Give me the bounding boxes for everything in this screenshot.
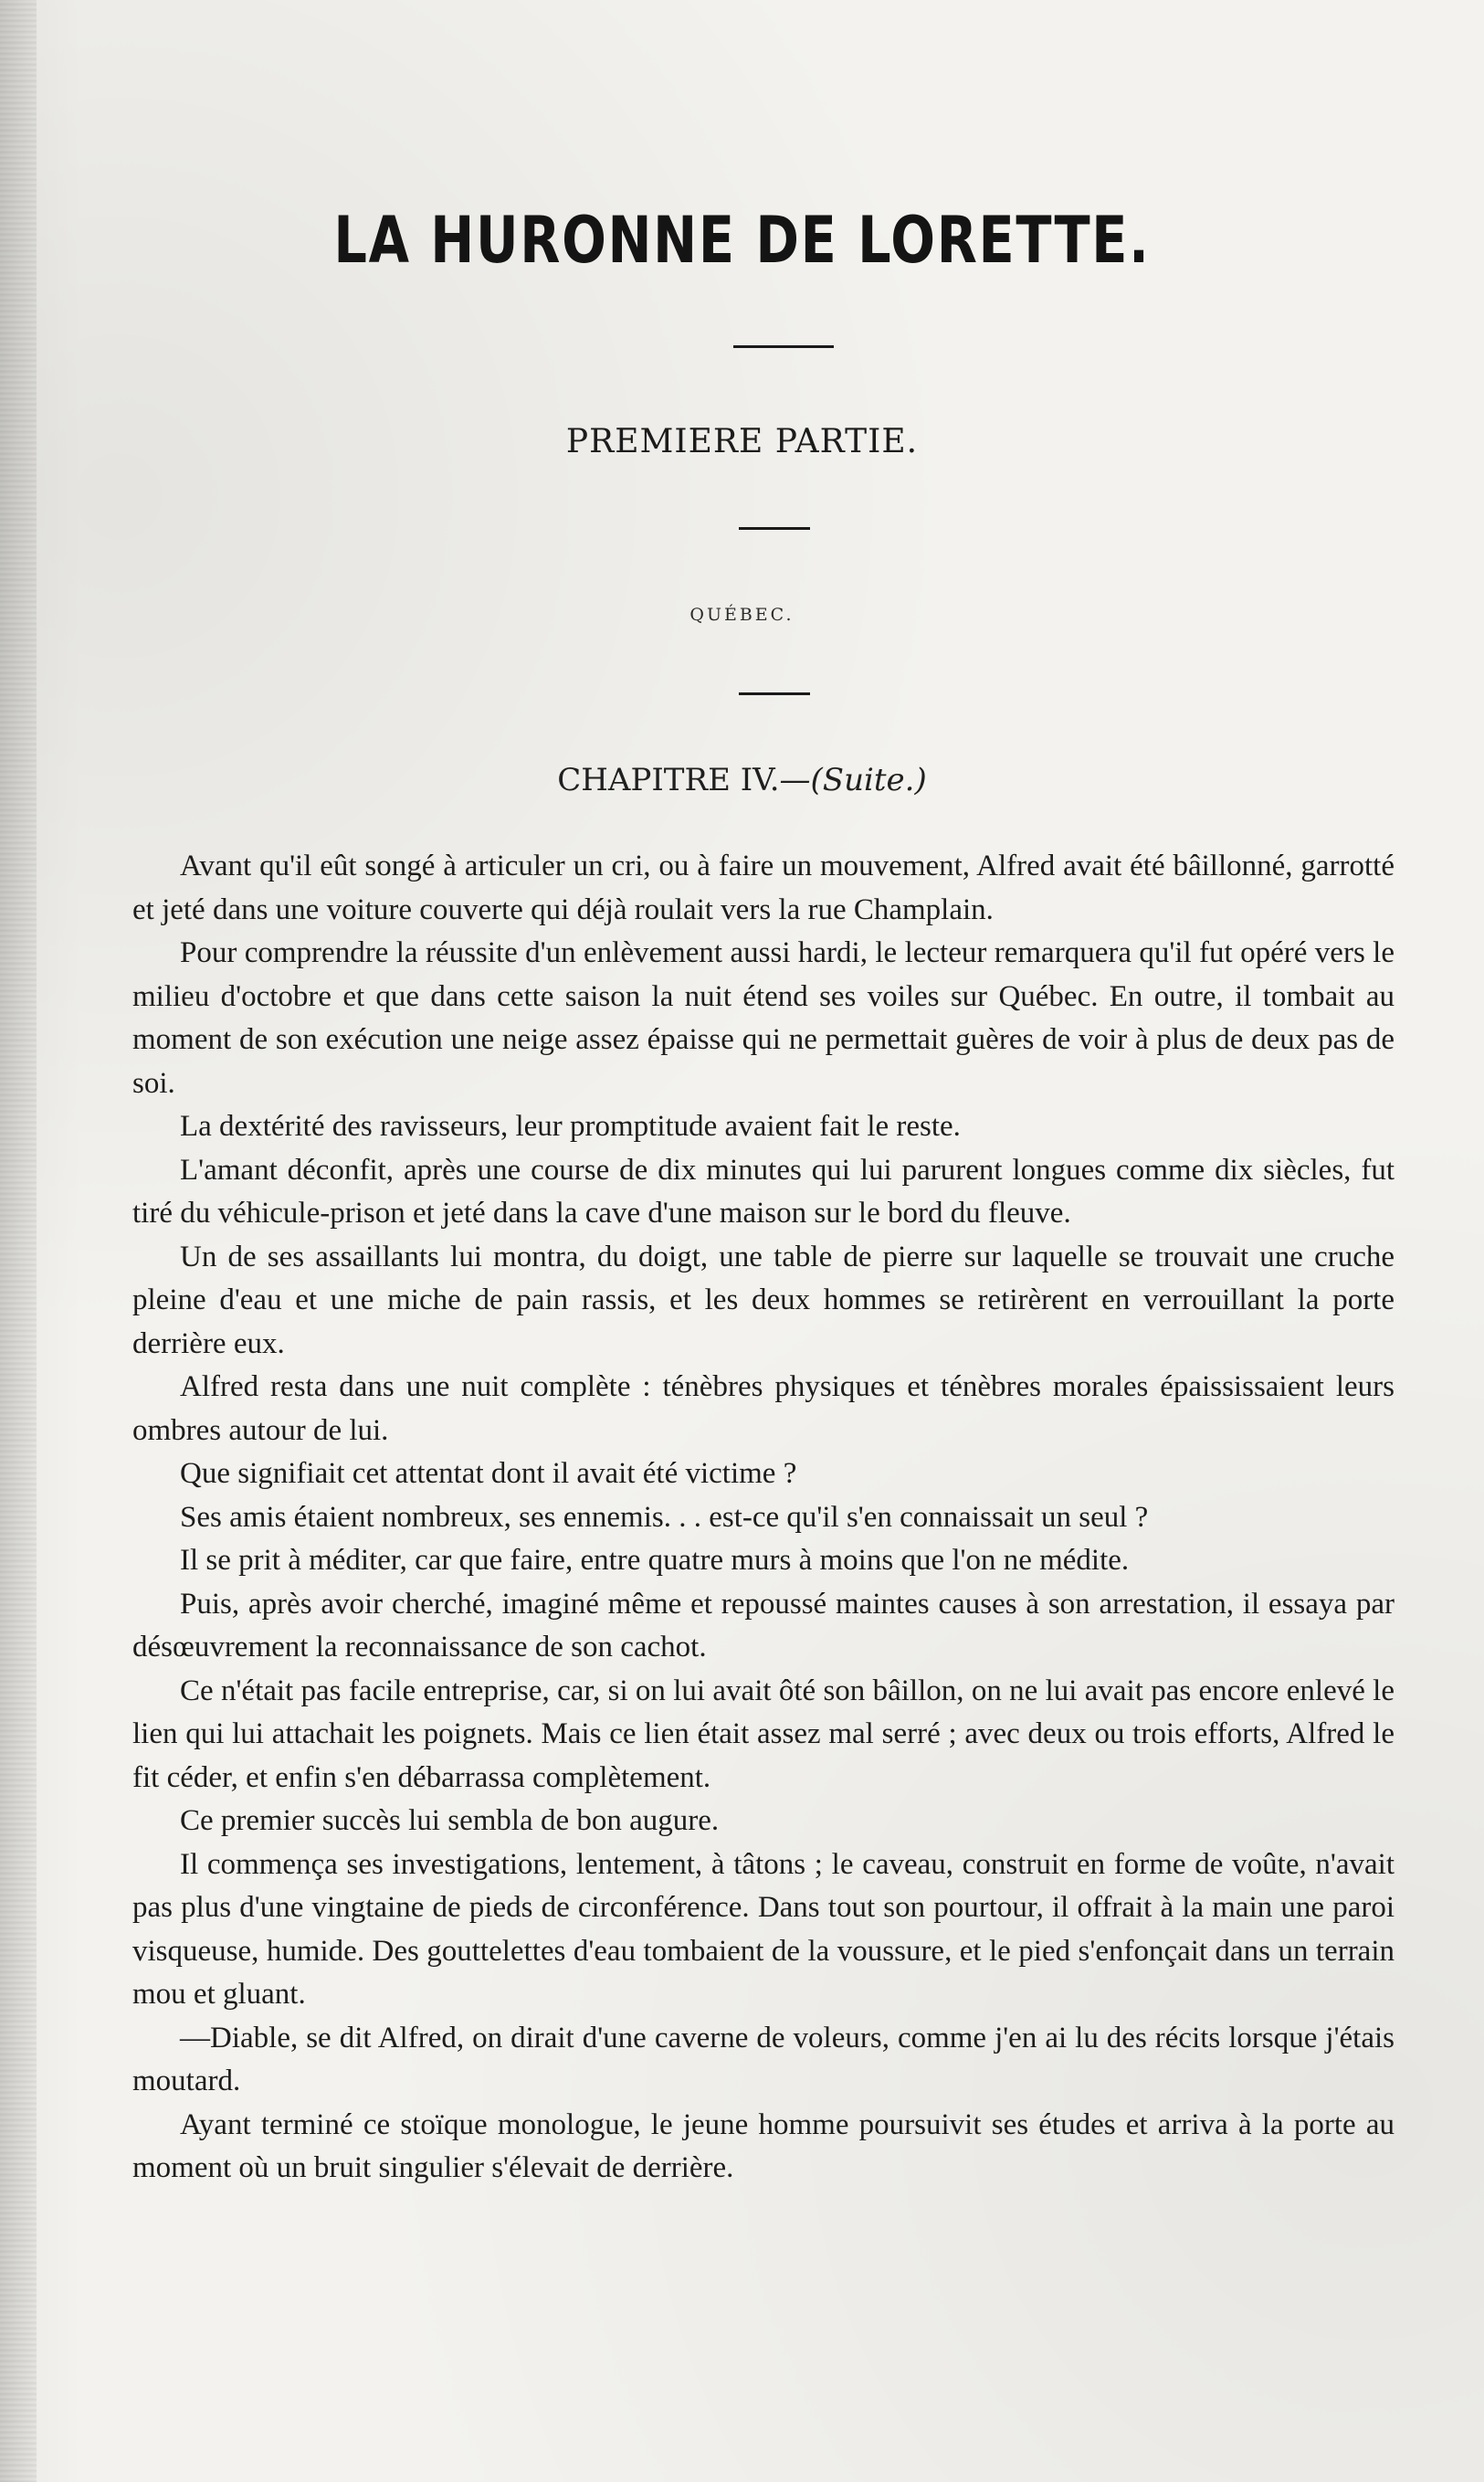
paragraph: Ce n'était pas facile entreprise, car, si on lui avait ôté son bâillon, on ne lui avait pas encore enlevé le lien qui lui attachait les poignets. Mais ce lien était assez mal serré ; avec deux ou trois efforts, Alfred le fit céder, et enfin s'en débarrassa complètement. [132, 1674, 1395, 1794]
paragraph: Ses amis étaient nombreux, ses ennemis. . . est-ce qu'il s'en connaissait un seul ? [180, 1500, 1149, 1534]
chapter-suite: —(Suite.) [779, 762, 927, 798]
paragraph: Il se prit à méditer, car que faire, entre quatre murs à moins que l'on ne médite. [180, 1544, 1130, 1577]
title-divider [733, 345, 834, 348]
part-heading: PREMIERE PARTIE. [565, 423, 919, 460]
chapter-heading [0, 762, 1484, 798]
paragraph: L'amant déconfit, après une course de dix minutes qui lui parurent longues comme dix siècles, fut tiré du véhicule-prison et jeté dans la cave d'une maison sur le bord du fleuve. [132, 1153, 1395, 1230]
paragraph: Ce premier succès lui sembla de bon augure. [180, 1804, 720, 1837]
paragraph: Que signifiait cet attentat dont il avait été victime ? [180, 1457, 797, 1490]
paragraph: La dextérité des ravisseurs, leur promptitude avaient fait le reste. [180, 1110, 961, 1143]
paragraph: Avant qu'il eût songé à articuler un cri, ou à faire un mouvement, Alfred avait été bâillonné, garrotté et jeté dans une voiture couverte qui déjà roulait vers la rue Champlain. [132, 850, 1395, 926]
page-edge-shadow [0, 0, 37, 2482]
paragraph: Il commença ses investigations, lentement, à tâtons ; le caveau, construit en forme de voûte, n'avait pas plus d'une vingtaine de pieds de circonférence. Dans tout son pourtour, il offrait à la main une paroi visqueuse, humide. Des gouttelettes d'eau tombaient de la voussure, et le pied s'enfonçait dans un terrain mou et gluant. [132, 1847, 1395, 2011]
paragraph: Ayant terminé ce stoïque monologue, le jeune homme poursuivit ses études et arriva à la porte au moment où un bruit singulier s'élevait de derrière. [132, 2107, 1395, 2184]
book-title: LA HURONNE DE LORETTE. [333, 203, 1151, 278]
body-text [132, 845, 1395, 2191]
paragraph: Alfred resta dans une nuit complète : ténèbres physiques et ténèbres morales épaississaient leurs ombres autour de lui. [132, 1370, 1395, 1447]
chapter-number: CHAPITRE IV. [557, 762, 780, 798]
paragraph: Un de ses assaillants lui montra, du doigt, une table de pierre sur laquelle se trouvait une cruche pleine d'eau et une miche de pain rassis, et les deux hommes se retirèrent en verrouillant la porte derrière eux. [132, 1240, 1395, 1360]
place-divider [739, 692, 810, 695]
paragraph: Pour comprendre la réussite d'un enlèvement aussi hardi, le lecteur remarquera qu'il fut opéré vers le milieu d'octobre et que dans cette saison la nuit étend ses voiles sur Québec. En outre, il tombait au moment de son exécution une neige assez épaisse qui ne permettait guères de voir à plus de deux pas de soi. [132, 936, 1395, 1100]
place-heading: QUÉBEC. [689, 605, 795, 625]
paragraph: Puis, après avoir cherché, imaginé même et repoussé maintes causes à son arrestation, il essaya par désœuvrement la reconnaissance de son cachot. [132, 1587, 1395, 1663]
part-divider [739, 527, 810, 530]
paragraph: —Diable, se dit Alfred, on dirait d'une caverne de voleurs, comme j'en ai lu des récits lorsque j'étais moutard. [132, 2021, 1395, 2097]
